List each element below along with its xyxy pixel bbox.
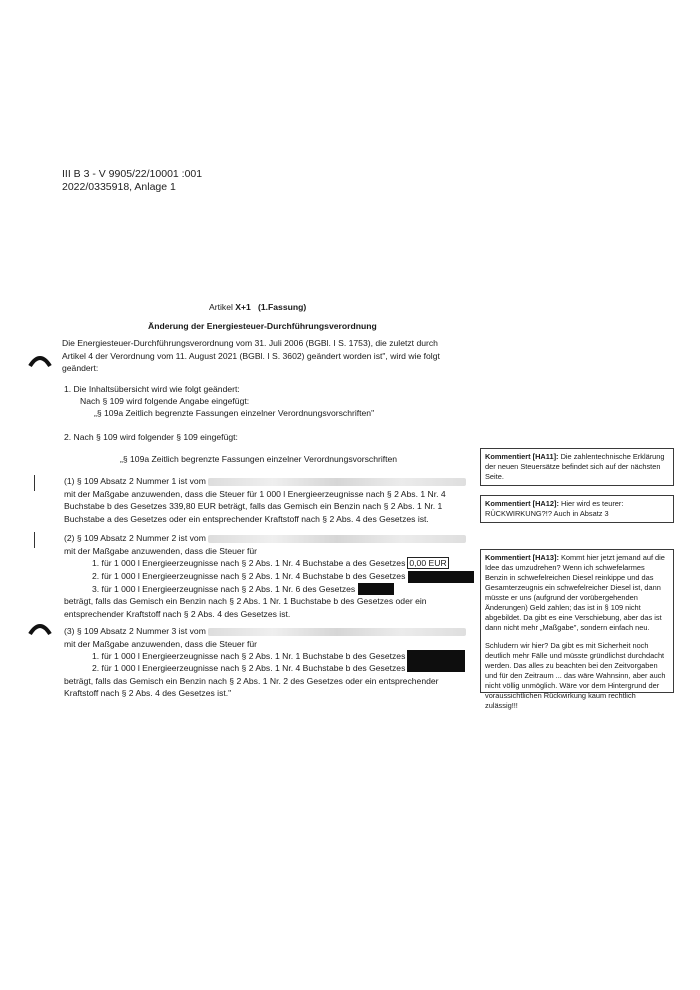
comment-tag: Kommentiert [HA13]: [485,553,559,562]
binder-hole-mark [28,352,52,368]
document-reference [62,168,202,194]
redaction-box [358,583,394,595]
paragraph-2-sub-3: 3. für 1 000 l Energieerzeugnisse nach § 2 Abs. 1 Nr. 6 des Gesetzes [64,583,474,596]
paragraph-3-sub-1: 1. für 1 000 l Energieerzeugnisse nach § 2 Abs. 1 Nr. 1 Buchstabe b des Gesetzes [64,650,466,672]
paragraph-2-sub-1: 1. für 1 000 l Energieerzeugnisse nach § 2 Abs. 1 Nr. 4 Buchstabe a des Gesetzes 0,00 EUR [92,558,447,569]
comment-ha11[interactable] [480,448,674,486]
article-title: Änderung der Energiesteuer-Durchführungsverordnung [148,321,377,331]
redaction-box [408,571,474,583]
paragraph-2-line-2: mit der Maßgabe anzuwenden, dass die Steuer für [64,545,257,556]
change-bar [34,532,35,548]
intro-line-2: Artikel 4 der Verordnung vom 11. August 2021 (BGBl. I S. 3602) geändert worden ist", wird wie folgt [62,350,440,361]
item-1-instruction: Nach § 109 wird folgende Angabe eingefügt: [80,396,250,406]
paragraph-2-line-1: (2) § 109 Absatz 2 Nummer 2 ist vom [64,532,474,545]
article-version: (1.Fassung) [257,302,307,312]
blurred-date-range [208,478,466,486]
article-label: Artikel [209,302,233,312]
intro-line-1: Die Energiesteuer-Durchführungsverordnung vom 31. Juli 2006 (BGBl. I S. 1753), die zuletzt durch [62,338,438,348]
paragraph-2-line-3: beträgt, falls das Gemisch ein Benzin nach § 2 Abs. 1 Nr. 1 Buchstabe b des Gesetzes oder ein [64,596,427,607]
reference-line-2: 2022/0335918, Anlage 1 [62,181,176,193]
comment-text: Die zahlentechnische Erklärung der neuen Steuersätze befindet sich auf der nächsten Seite. [485,452,665,481]
tax-value-highlight: 0,00 EUR [409,558,447,569]
article-number: X+1 [235,302,251,312]
redaction-box [407,650,465,672]
paragraph-1-line-3: Buchstabe b des Gesetzes 339,80 EUR beträgt, falls das Gemisch ein Benzin nach § 2 Abs. 1 Nr. 1 [64,501,443,512]
comment-text: Kommt hier jetzt jemand auf die Idee das umzudrehen? Wenn ich schwefelarmes Benzin in schwefelreichen Diesel reinkippe und das Gesamterzeugnis ein schwefelreicher Diesel ist, dann müsste er uns (aufgrund der vorübergehenden Änderungen) Geld zahlen; das ist in § 109 nicht abgebildet. Da gibt es eine Verschiebung, aber das ist dann nicht mehr „Maßgabe", sondern einfach neu. [485,553,665,632]
section-109a-title: „§ 109a Zeitlich begrenzte Fassungen einzelner Verordnungsvorschriften [120,454,398,464]
paragraph-3 [64,625,466,700]
comment-text-2: Schludern wir hier? Da gibt es mit Sicherheit noch deutlich mehr Fälle und müsste gründlichst durchdacht werden. Das alles zu beachten bei den Zeitvorgaben und für den Zeitraum ... das wäre Wahnsinn, aber auch nicht völlig unmöglich. Wäre vor dem Hintergrund der voraussichtlichen Rückwirkung kaum rechtlich zulässig!!! [485,641,666,710]
item-2-heading: 2. Nach § 109 wird folgender § 109 eingefügt: [64,432,238,442]
paragraph-1-line-2: mit der Maßgabe anzuwenden, dass die Steuer für 1 000 l Energieerzeugnisse nach § 2 Abs. 1 Nr. 4 [64,488,446,499]
paragraph-3-line-1: (3) § 109 Absatz 2 Nummer 3 ist vom [64,625,466,638]
paragraph-3-line-2: mit der Maßgabe anzuwenden, dass die Steuer für [64,638,257,649]
paragraph-2-line-4: entsprechender Kraftstoff nach § 2 Abs. 4 des Gesetzes ist. [64,608,291,619]
paragraph-2-sub-2: 2. für 1 000 l Energieerzeugnisse nach § 2 Abs. 1 Nr. 4 Buchstabe b des Gesetzes [64,570,474,583]
change-bar [34,475,35,491]
intro-paragraph [62,337,440,375]
binder-hole-mark [28,620,52,636]
reference-line-1: III B 3 - V 9905/22/10001 :001 [62,168,203,180]
comment-tag: Kommentiert [HA12]: [485,499,559,508]
paragraph-1-line-1: (1) § 109 Absatz 2 Nummer 1 ist vom [64,475,466,488]
paragraph-1-line-4: Buchstabe a des Gesetzes oder ein entsprechender Kraftstoff nach § 2 Abs. 4 des Gesetzes ist. [64,513,429,524]
article-heading [209,301,306,314]
blurred-date-range [208,535,466,543]
blurred-date-range [208,628,466,636]
item-1-heading: 1. Die Inhaltsübersicht wird wie folgt geändert: [64,384,240,394]
comment-text: Hier wird es teurer: RÜCKWIRKUNG?!? Auch in Absatz 3 [485,499,624,518]
comment-ha13[interactable] [480,549,674,710]
paragraph-3-line-4: Kraftstoff nach § 2 Abs. 4 des Gesetzes ist." [64,688,232,699]
paragraph-3-line-3: beträgt, falls das Gemisch ein Benzin nach § 2 Abs. 1 Nr. 2 des Gesetzes oder ein entsprechender [64,675,439,686]
comment-tag: Kommentiert [HA11]: [485,452,559,461]
intro-line-3: geändert: [62,363,99,374]
item-1-entry: „§ 109a Zeitlich begrenzte Fassungen einzelner Verordnungsvorschriften" [94,408,375,418]
comment-ha12[interactable] [480,495,674,523]
paragraph-2 [64,532,474,620]
paragraph-1 [64,475,466,525]
paragraph-3-sub-2: 2. für 1 000 l Energieerzeugnisse nach § 2 Abs. 1 Nr. 4 Buchstabe b des Gesetzes [92,663,406,674]
